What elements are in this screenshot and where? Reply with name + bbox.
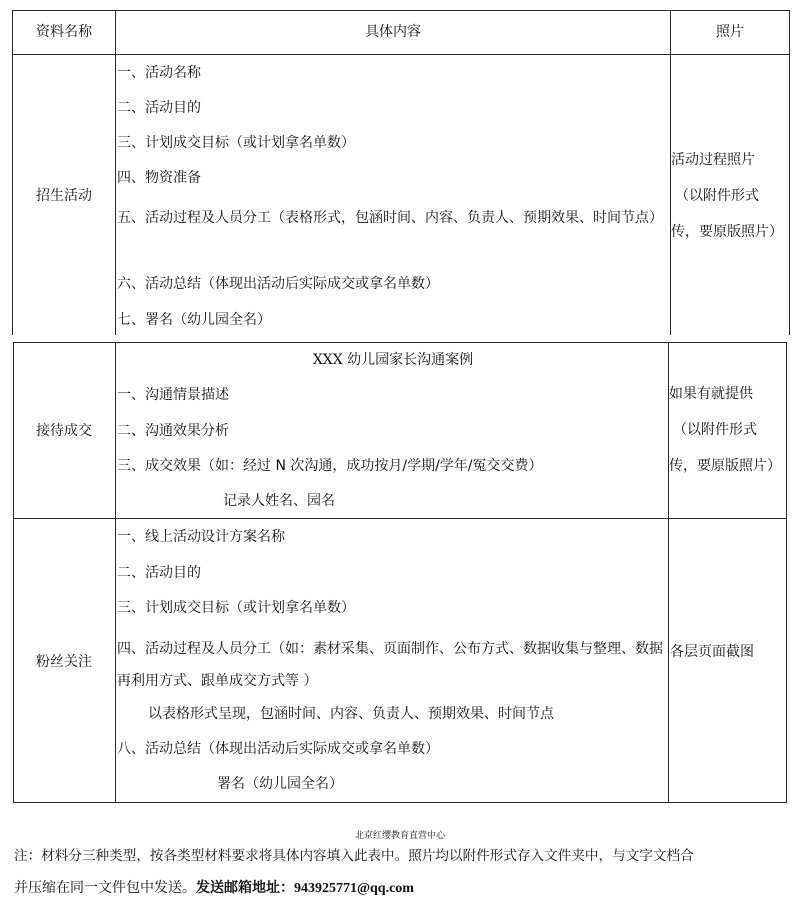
case-title: XXX 幼儿园家长沟通案例	[312, 352, 474, 368]
note-line-1: 注：材料分三种类型，按各类型材料要求将具体内容填入此表中。照片均以附件形式存入文件夹中，与文字文档合	[14, 848, 694, 864]
table2-column-divider-1	[115, 342, 116, 803]
email-address[interactable]: 943925771@qq.com	[294, 881, 414, 896]
recruitment-item-1: 一、活动名称	[117, 65, 201, 81]
fans-item-4: 四、活动过程及人员分工（如：素材采集、页面制作、公布方式、数据收集与整理、数据再利用方式、跟单成交方式等 ）	[117, 641, 663, 689]
note-line-2	[14, 878, 414, 899]
photo-note-line: 如果有就提供	[669, 386, 753, 402]
photo-note-line: （以附件形式	[675, 188, 759, 204]
reception-item-3: 三、成交效果（如：经过 N 次沟通，成功按月/学期/学年/冤交交费）	[117, 458, 543, 474]
row-name-recruitment: 招生活动	[36, 188, 92, 204]
table-border-top	[12, 10, 789, 11]
header-photo: 照片	[716, 24, 744, 40]
header-divider	[12, 54, 789, 55]
photo-note-line: 各层页面截图	[670, 644, 754, 660]
note-line-2-text: 并压缩在同一文件包中发送。	[14, 880, 196, 896]
reception-item-1: 一、沟通情景描述	[117, 387, 229, 403]
column-divider-1	[115, 10, 116, 335]
row-name-fans: 粉丝关注	[36, 654, 92, 670]
fans-item-6: 八、活动总结（体现出活动后实际成交或拿名单数）	[117, 741, 439, 757]
fans-item-3: 三、计划成交目标（或计划拿名单数）	[117, 600, 355, 616]
fans-photo-note	[670, 642, 790, 662]
recruitment-item-4: 四、物资准备	[117, 170, 201, 186]
recruitment-item-5: 五、活动过程及人员分工（表格形式，包涵时间、内容、负责人、预期效果、时间节点）	[117, 210, 663, 226]
table2-border-left	[13, 342, 14, 803]
row-divider	[13, 518, 786, 519]
table-border-left	[12, 10, 13, 335]
watermark: 北京红缨教育直营中心	[354, 831, 445, 841]
recruitment-item-6: 六、活动总结（体现出活动后实际成交或拿名单数）	[117, 276, 439, 292]
fans-signature: 署名（幼儿园全名）	[217, 776, 343, 792]
header-content: 具体内容	[365, 24, 421, 40]
photo-note-line: 传，要原版照片）	[669, 458, 781, 474]
reception-photo-note	[669, 376, 789, 484]
header-material-name: 资料名称	[36, 24, 92, 40]
reception-recorder: 记录人姓名、园名	[223, 493, 335, 509]
row-name-reception: 接待成交	[36, 423, 92, 439]
fans-item-1: 一、线上活动设计方案名称	[117, 529, 285, 545]
fans-item-5: 以表格形式呈现，包涵时间、内容、负责人、预期效果、时间节点	[148, 706, 554, 722]
photo-note-line: （以附件形式	[673, 422, 757, 438]
recruitment-item-3: 三、计划成交目标（或计划拿名单数）	[117, 135, 355, 151]
recruitment-item-2: 二、活动目的	[117, 100, 201, 116]
fans-item-2: 二、活动目的	[117, 565, 201, 581]
photo-note-line: 传，要原版照片）	[671, 224, 783, 240]
recruitment-item-7: 七、署名（幼儿园全名）	[117, 312, 271, 328]
table2-border-top	[13, 342, 786, 343]
photo-note-line: 活动过程照片	[671, 152, 755, 168]
recruitment-photo-note	[671, 142, 791, 250]
table2-border-bottom	[13, 802, 786, 803]
reception-item-2: 二、沟通效果分析	[117, 423, 229, 439]
email-label: 发送邮箱地址：	[196, 880, 294, 896]
